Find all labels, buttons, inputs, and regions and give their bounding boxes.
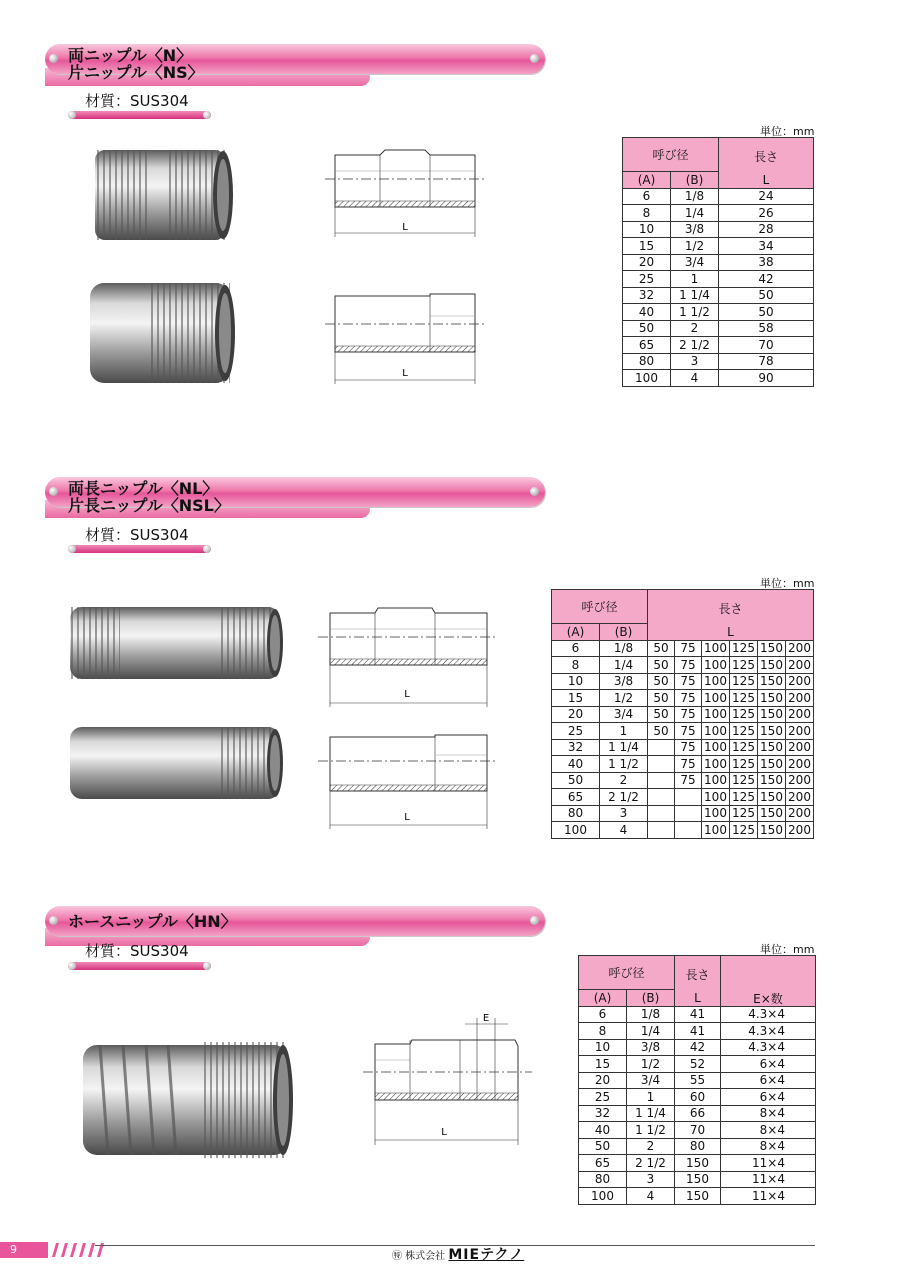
cell-a: 8 [552, 657, 600, 674]
cell-a: 65 [623, 337, 671, 354]
cell-l: 70 [675, 1122, 721, 1139]
cell-l: 150 [758, 756, 786, 773]
cell-l: 50 [719, 287, 814, 304]
table-row [579, 1023, 816, 1040]
section3-title: ホースニップル〈HN〉 [68, 912, 237, 931]
cell-e: 8×4 [721, 1105, 816, 1122]
cell-l: 150 [758, 805, 786, 822]
cell-l: 34 [719, 238, 814, 255]
bar-dot-icon [68, 962, 76, 970]
cell-l [648, 789, 675, 806]
cell-l: 50 [648, 706, 675, 723]
cell-l: 125 [730, 805, 758, 822]
cell-e: 11×4 [721, 1171, 816, 1188]
cell-b: 3/4 [671, 254, 719, 271]
cell-l: 150 [758, 789, 786, 806]
photo-hose-nipple [78, 1030, 293, 1165]
section2-spec-table [551, 589, 814, 839]
cell-a: 100 [623, 370, 671, 387]
dim-label-l: L [441, 1127, 447, 1138]
cell-b: 1 [600, 723, 648, 740]
cell-l: 150 [675, 1155, 721, 1172]
cell-l: 200 [786, 673, 814, 690]
cell-l: 41 [675, 1023, 721, 1040]
cell-a: 65 [552, 789, 600, 806]
cell-l: 125 [730, 822, 758, 839]
table-row [579, 1171, 816, 1188]
cell-a: 20 [623, 254, 671, 271]
header-nominal: 呼び径 [579, 956, 675, 990]
cell-a: 32 [623, 287, 671, 304]
cell-a: 6 [579, 1006, 627, 1023]
cell-l [675, 789, 702, 806]
dim-label-e: E [482, 1013, 490, 1024]
cell-l: 150 [758, 822, 786, 839]
header-length-label: 長さ [685, 968, 710, 982]
cell-a: 40 [579, 1122, 627, 1139]
bar-dot-icon [68, 545, 76, 553]
cell-l: 75 [675, 657, 702, 674]
cell-l: 150 [758, 673, 786, 690]
cell-l: 70 [719, 337, 814, 354]
table-row [623, 287, 814, 304]
cell-a: 50 [623, 320, 671, 337]
header-length-label: 長さ [753, 150, 778, 164]
cell-b: 3/8 [600, 673, 648, 690]
drawing-nipple-n [320, 145, 490, 245]
table-row [579, 1105, 816, 1122]
table-row [579, 1155, 816, 1172]
section2-material: 材質：SUS304 [85, 526, 189, 544]
cell-a: 100 [552, 822, 600, 839]
cell-e: 8×4 [721, 1122, 816, 1139]
table-row [623, 188, 814, 205]
cell-l: 50 [648, 690, 675, 707]
cell-b: 3 [600, 805, 648, 822]
table-row [552, 657, 814, 674]
cell-l: 125 [730, 706, 758, 723]
cell-l: 50 [648, 657, 675, 674]
cell-l: 100 [702, 822, 730, 839]
cell-l: 200 [786, 822, 814, 839]
table-row [579, 1138, 816, 1155]
section3-spec-table [578, 955, 816, 1205]
cell-l: 100 [702, 706, 730, 723]
table-row [623, 271, 814, 288]
cell-l: 24 [719, 188, 814, 205]
table-row [552, 673, 814, 690]
table-row [552, 772, 814, 789]
cell-b: 3/4 [627, 1072, 675, 1089]
cell-a: 80 [579, 1171, 627, 1188]
drawing-nipple-nsl [315, 733, 500, 833]
cell-b: 4 [600, 822, 648, 839]
section1-material-bar [68, 111, 211, 119]
section1-title-line1: 両ニップル〈N〉 [68, 46, 193, 65]
drawing-nipple-ns [320, 290, 490, 390]
table-row [552, 723, 814, 740]
cell-b: 1/8 [671, 188, 719, 205]
cell-l: 100 [702, 789, 730, 806]
cell-l: 125 [730, 756, 758, 773]
table-row [623, 254, 814, 271]
table-row [579, 1072, 816, 1089]
header-l: L [694, 991, 701, 1005]
cell-l: 66 [675, 1105, 721, 1122]
cell-l: 200 [786, 756, 814, 773]
header-b: (B) [627, 990, 675, 1007]
table-row [552, 640, 814, 657]
cell-l: 38 [719, 254, 814, 271]
cell-b: 1/2 [627, 1056, 675, 1073]
banner-dot-icon [49, 54, 58, 63]
cell-a: 100 [579, 1188, 627, 1205]
cell-e: 6×4 [721, 1089, 816, 1106]
page-number: 9 [0, 1242, 48, 1258]
cell-l: 50 [719, 304, 814, 321]
company-name [392, 1244, 524, 1264]
cell-a: 25 [579, 1089, 627, 1106]
cell-l: 150 [758, 739, 786, 756]
cell-e: 6×4 [721, 1056, 816, 1073]
drawing-nipple-nl [315, 605, 500, 710]
cell-e: 4.3×4 [721, 1039, 816, 1056]
cell-l: 125 [730, 657, 758, 674]
cell-b: 1/2 [600, 690, 648, 707]
dim-label-l: L [404, 689, 410, 700]
header-e: E×数 [721, 956, 816, 1007]
photo-nipple-n [85, 145, 235, 245]
bar-dot-icon [203, 111, 211, 119]
cell-l: 100 [702, 673, 730, 690]
header-length-label: 長さ [718, 602, 743, 616]
cell-l: 125 [730, 723, 758, 740]
cell-l: 150 [675, 1188, 721, 1205]
table-row [579, 1006, 816, 1023]
cell-l: 75 [675, 772, 702, 789]
cell-l [648, 756, 675, 773]
cell-e: 8×4 [721, 1138, 816, 1155]
cell-l: 50 [648, 640, 675, 657]
header-a: (A) [623, 172, 671, 189]
header-l: L [727, 625, 734, 639]
dim-label-l: L [404, 812, 410, 823]
table-row [552, 706, 814, 723]
bar-dot-icon [68, 111, 76, 119]
cell-l: 60 [675, 1089, 721, 1106]
table-row [623, 320, 814, 337]
cell-a: 80 [552, 805, 600, 822]
cell-l: 125 [730, 772, 758, 789]
cell-a: 20 [579, 1072, 627, 1089]
cell-b: 4 [627, 1188, 675, 1205]
cell-l: 150 [758, 657, 786, 674]
cell-l: 52 [675, 1056, 721, 1073]
cell-b: 2 1/2 [671, 337, 719, 354]
cell-l: 200 [786, 772, 814, 789]
cell-l: 75 [675, 673, 702, 690]
table-row [552, 789, 814, 806]
cell-l: 42 [675, 1039, 721, 1056]
cell-l: 100 [702, 690, 730, 707]
drawing-hose-nipple [360, 1010, 535, 1150]
cell-a: 6 [623, 188, 671, 205]
section2-title-line2: 片長ニップル〈NSL〉 [68, 496, 230, 515]
cell-l: 50 [648, 673, 675, 690]
cell-l [648, 772, 675, 789]
cell-l: 100 [702, 640, 730, 657]
dim-label-l: L [402, 222, 408, 233]
section1-title-line2: 片ニップル〈NS〉 [68, 63, 204, 82]
section1-material: 材質：SUS304 [85, 92, 189, 110]
header-a: (A) [579, 990, 627, 1007]
cell-l: 75 [675, 706, 702, 723]
table-row [623, 238, 814, 255]
cell-l [648, 805, 675, 822]
cell-l: 200 [786, 723, 814, 740]
cell-e: 4.3×4 [721, 1006, 816, 1023]
cell-b: 2 [627, 1138, 675, 1155]
cell-l: 78 [719, 353, 814, 370]
header-b: (B) [600, 624, 648, 641]
cell-l: 100 [702, 657, 730, 674]
cell-e: 11×4 [721, 1188, 816, 1205]
cell-l: 100 [702, 723, 730, 740]
section2-title-line1: 両長ニップル〈NL〉 [68, 479, 219, 498]
cell-a: 15 [552, 690, 600, 707]
cell-b: 2 [600, 772, 648, 789]
cell-l: 200 [786, 739, 814, 756]
cell-e: 6×4 [721, 1072, 816, 1089]
cell-l: 125 [730, 673, 758, 690]
cell-b: 3 [627, 1171, 675, 1188]
cell-l: 125 [730, 640, 758, 657]
cell-a: 15 [579, 1056, 627, 1073]
cell-l: 80 [675, 1138, 721, 1155]
cell-b: 1/8 [627, 1006, 675, 1023]
table-row [623, 304, 814, 321]
cell-l: 42 [719, 271, 814, 288]
cell-b: 1 1/2 [671, 304, 719, 321]
cell-b: 1 1/4 [671, 287, 719, 304]
cell-l: 26 [719, 205, 814, 222]
cell-l: 41 [675, 1006, 721, 1023]
cell-b: 4 [671, 370, 719, 387]
cell-a: 40 [623, 304, 671, 321]
cell-b: 1 1/2 [600, 756, 648, 773]
header-l: L [762, 173, 770, 187]
cell-l: 200 [786, 640, 814, 657]
cell-l: 125 [730, 690, 758, 707]
table-row [552, 822, 814, 839]
cell-b: 1 [627, 1089, 675, 1106]
cell-l: 125 [730, 789, 758, 806]
cell-b: 2 [671, 320, 719, 337]
table-row [623, 353, 814, 370]
table-row [552, 756, 814, 773]
cell-b: 2 1/2 [627, 1155, 675, 1172]
cell-b: 1 1/4 [600, 739, 648, 756]
cell-a: 65 [579, 1155, 627, 1172]
cell-l: 150 [675, 1171, 721, 1188]
cell-l [648, 739, 675, 756]
cell-l: 75 [675, 723, 702, 740]
cell-a: 10 [623, 221, 671, 238]
section1-title [68, 47, 204, 81]
cell-b: 1/2 [671, 238, 719, 255]
bar-dot-icon [203, 545, 211, 553]
banner-dot-icon [530, 916, 539, 925]
cell-a: 50 [579, 1138, 627, 1155]
cell-a: 80 [623, 353, 671, 370]
table-row [623, 370, 814, 387]
cell-l: 100 [702, 772, 730, 789]
cell-l: 75 [675, 756, 702, 773]
section3-material: 材質：SUS304 [85, 942, 189, 960]
cell-l: 58 [719, 320, 814, 337]
bar-dot-icon [203, 962, 211, 970]
dim-label-l: L [402, 368, 408, 379]
header-b: (B) [671, 172, 719, 189]
cell-l: 200 [786, 805, 814, 822]
cell-b: 1/8 [600, 640, 648, 657]
cell-a: 25 [552, 723, 600, 740]
table-row [552, 805, 814, 822]
cell-a: 32 [552, 739, 600, 756]
cell-l: 100 [702, 805, 730, 822]
cell-a: 50 [552, 772, 600, 789]
cell-a: 6 [552, 640, 600, 657]
table-row [623, 337, 814, 354]
section1-unit: 単位：mm [760, 125, 815, 138]
cell-l: 125 [730, 739, 758, 756]
cell-l: 100 [702, 739, 730, 756]
company-prefix: ㊕ 株式会社 [392, 1251, 446, 1262]
table-row [623, 205, 814, 222]
cell-a: 10 [552, 673, 600, 690]
table-row [579, 1039, 816, 1056]
cell-l: 200 [786, 657, 814, 674]
table-row [579, 1089, 816, 1106]
cell-l: 200 [786, 706, 814, 723]
cell-a: 15 [623, 238, 671, 255]
header-a: (A) [552, 624, 600, 641]
cell-b: 1/4 [671, 205, 719, 222]
table-row [552, 690, 814, 707]
banner-dot-icon [530, 487, 539, 496]
section3-material-bar [68, 962, 211, 970]
cell-l: 28 [719, 221, 814, 238]
banner-dot-icon [530, 54, 539, 63]
company-brand: MIEテクノ [448, 1247, 525, 1263]
banner-dot-icon [49, 487, 58, 496]
section2-material-bar [68, 545, 211, 553]
cell-l [675, 822, 702, 839]
table-row [579, 1056, 816, 1073]
header-length [719, 138, 814, 189]
section2-title [68, 480, 230, 514]
cell-l [648, 822, 675, 839]
cell-e: 4.3×4 [721, 1023, 816, 1040]
cell-b: 3/4 [600, 706, 648, 723]
cell-l: 75 [675, 739, 702, 756]
cell-a: 8 [579, 1023, 627, 1040]
cell-b: 1/4 [627, 1023, 675, 1040]
cell-b: 2 1/2 [600, 789, 648, 806]
header-nominal: 呼び径 [623, 138, 719, 172]
cell-b: 1/4 [600, 657, 648, 674]
cell-b: 1 1/2 [627, 1122, 675, 1139]
cell-a: 40 [552, 756, 600, 773]
header-length [648, 590, 814, 641]
cell-e: 11×4 [721, 1155, 816, 1172]
cell-l: 100 [702, 756, 730, 773]
cell-l: 150 [758, 706, 786, 723]
photo-nipple-nsl [65, 722, 285, 802]
table-row [579, 1188, 816, 1205]
header-nominal: 呼び径 [552, 590, 648, 624]
cell-b: 3/8 [671, 221, 719, 238]
cell-a: 32 [579, 1105, 627, 1122]
section1-spec-table [622, 137, 814, 387]
cell-l: 55 [675, 1072, 721, 1089]
cell-l: 75 [675, 640, 702, 657]
cell-b: 3 [671, 353, 719, 370]
cell-l: 200 [786, 789, 814, 806]
cell-a: 10 [579, 1039, 627, 1056]
cell-l: 150 [758, 690, 786, 707]
cell-b: 1 [671, 271, 719, 288]
cell-l: 200 [786, 690, 814, 707]
table-row [552, 739, 814, 756]
banner-dot-icon [49, 916, 58, 925]
table-row [623, 221, 814, 238]
header-length [675, 956, 721, 1007]
table-row [579, 1122, 816, 1139]
photo-nipple-nl [65, 602, 285, 682]
cell-l [675, 805, 702, 822]
cell-l: 150 [758, 723, 786, 740]
cell-a: 25 [623, 271, 671, 288]
section3-unit: 単位：mm [760, 943, 815, 956]
cell-b: 3/8 [627, 1039, 675, 1056]
cell-l: 90 [719, 370, 814, 387]
section2-unit: 単位：mm [760, 577, 815, 590]
cell-l: 150 [758, 772, 786, 789]
cell-l: 150 [758, 640, 786, 657]
cell-b: 1 1/4 [627, 1105, 675, 1122]
cell-l: 50 [648, 723, 675, 740]
cell-a: 8 [623, 205, 671, 222]
photo-nipple-ns [85, 278, 235, 388]
cell-l: 75 [675, 690, 702, 707]
cell-a: 20 [552, 706, 600, 723]
